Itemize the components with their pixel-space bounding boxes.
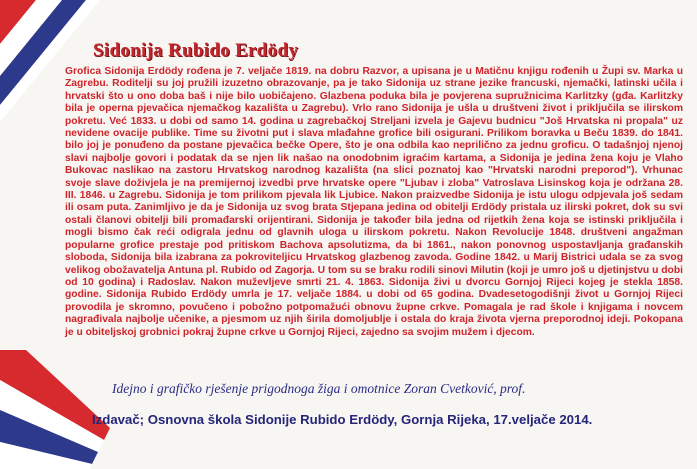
document-title: Sidonija Rubido Erdödy — [93, 40, 299, 61]
biography-text: Grofica Sidonija Erdödy rođena je 7. veljače 1819. na dobru Razvor, a upisana je u Matičnu knjigu rođenih u Župi sv. Marka u Zagrebu. Roditelji su joj pružili izuzetno obrazovanje, pa je tako Sidonija uz strane jezike francuski, njemački, latinski učila i hrvatski što u ono doba baš i nije bilo uobičajeno. Glazbena poduka bila je povjerena supružnicima Karlitzky (gđa. Karlitzky bila je operna pjevačica njemačkog kazališta u Zagrebu). Vrlo rano Sidonija je ušla u društveni život i priključila se ilirskom pokretu. Već 1833. u dobi od samo 14. godina u zagrebačkoj Streljani izvela je Gajevu budnicu "Još Hrvatska ni propala" uz nevidene ovacije publike. Time su životni put i slava mlađahne grofice bili osigurani. Prilikom boravka u Beču 1839. do 1841. bilo joj je ponuđeno da postane pjevačica bečke Opere, što je ona odbila kao nepriličnо za jednu groficu. O tadašnjoj njenoj slavi najbolje govori i podatak da se njen lik našao na onodobnim igraćim kartama, a Sidonija je jedina žena koju je Vlaho Bukovac naslikao na zastoru Hrvatskog narodnog kazališta (na slici poznatoj kao "Hrvatski narodni preporod"). Vrhunac svoje slave doživjela je na premijernoj izvedbi prve hrvatske opere "Ljubav i zloba" Vatroslava Lisinskog koja je održana 28. III. 1846. u Zagrebu. Sidonija je tom prilikom pjevala lik Ljubice. Nakon praizvedbe Sidonija je istu ulogu odpjevala još sedam ili osam puta. Zanimljivo je da je Sidonija uz svog brata Stjepana jedina od obitelji Erdödy pristala uz ilirski pokret, dok su svi ostali članovi obitelji bili promađarski orijentirani. Sidonija je također bila jedna od rijetkih žena koja se istinski priključila i mogli bismo čak reći odigrala jednu od glavnih uloga u ilirskom pokretu. Nakon Revolucije 1848. društveni angažman popularne grofice prestaje pod pritiskom Bachova apsolutizma, da bi 1861., nakon ponovnog uspostavljanja građanskih sloboda, Sidonija bila izabrana za pokroviteljicu Hrvatskog glazbenog zavoda. Godine 1842. u Marij Bistrici udala se za svog velikog obožavatelja Antuna pl. Rubido od Zagorja. U tom su se braku rodili sinovi Milutin (koji je umro još u djetinjstvu u dobi od 10 godina) i Radoslav. Nakon muževljeve smrti 21. 4. 1863. Sidonija živi u dvorcu Gornjoj Rijeci kojeg je stekla 1858. godine. Sidonija Rubido Erdödy umrla je 17. veljače 1884. u dobi od 65 godina. Dvadesetogodišnji život u Gornjoj Rijeci provodila je skromno, povučeno i pobožno potpomažući obnovu župne crkve. Pomagala je rad škole i knjigama i novcem nagrađivala najbolje učenike, a pjesmom uz njih širila domoljublje i ostala do kraja života vjerna preporodnoj ideji. Pokopana je u obiteljskoj grobnici pokraj župne crkve u Gornjoj Rijeci, zajedno sa svojim mužem i djecom. — [65, 66, 683, 338]
croatian-flag-ribbon-bottom — [0, 350, 120, 469]
design-credit: Idejno i grafičko rješenje prigodnoga žiga i omotnice Zoran Cvetković, prof. — [112, 381, 526, 396]
publisher-line: Izdavač; Osnovna škola Sidonije Rubido Erdödy, Gornja Rijeka, 17.veljače 2014. — [92, 412, 593, 427]
